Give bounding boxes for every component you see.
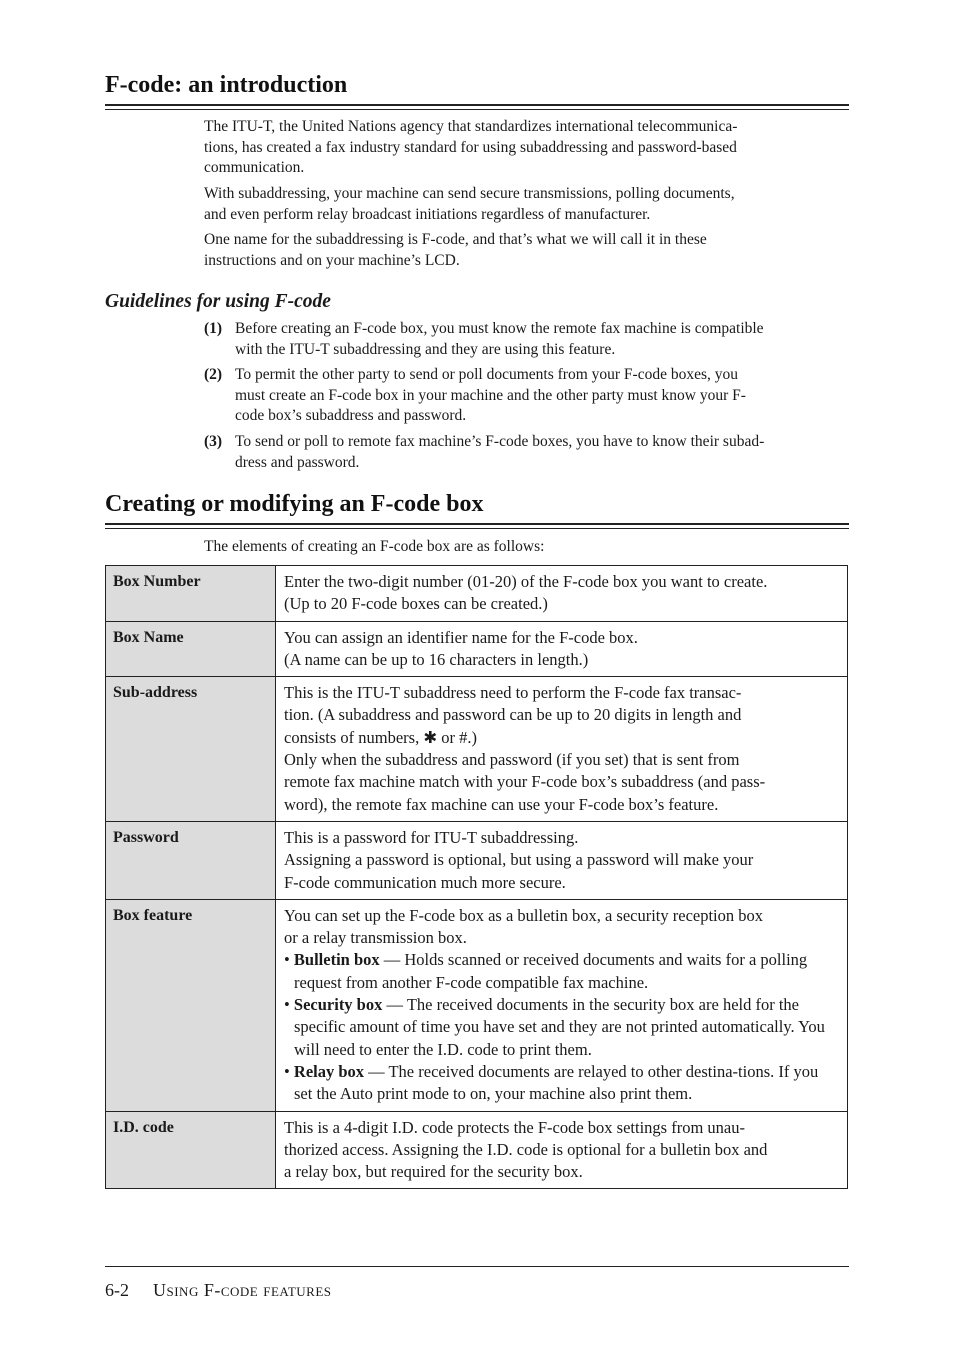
section-title-introduction: F-code: an introduction bbox=[105, 72, 348, 98]
row-label: Box Number bbox=[106, 566, 276, 622]
row-label: Box feature bbox=[106, 899, 276, 1111]
row-label: Sub-address bbox=[106, 677, 276, 822]
title-rule-thin bbox=[105, 528, 849, 529]
guideline-item: (2) To permit the other party to send or poll documents from your F-code boxes, you must create an F-code box in your machine and the other party must know your F- code box’s subaddress and password. bbox=[204, 366, 746, 424]
bullet-relay-box: • Relay box — The received documents are relayed to other destina-tions. If you set the Auto print mode to on, your machine also print them. bbox=[284, 1061, 819, 1104]
elements-intro: The elements of creating an F-code box are as follows: bbox=[204, 538, 545, 555]
guideline-number: (1) bbox=[204, 320, 223, 337]
section-title-creating: Creating or modifying an F-code box bbox=[105, 491, 484, 517]
guideline-number: (3) bbox=[204, 433, 223, 450]
row-description: This is a password for ITU-T subaddressing. Assigning a password is optional, but using a password will make your F-code communication much more secure. bbox=[276, 821, 848, 899]
row-description: You can assign an identifier name for the F-code box. (A name can be up to 16 characters in length.) bbox=[276, 621, 848, 677]
guideline-item: (1) Before creating an F-code box, you must know the remote fax machine is compatible with the ITU-T subaddressing and they are using this feature. bbox=[204, 320, 764, 358]
row-label: I.D. code bbox=[106, 1111, 276, 1189]
fcode-elements-table bbox=[105, 565, 848, 1189]
table-row bbox=[106, 899, 848, 1111]
title-rule-thick bbox=[105, 523, 849, 525]
intro-paragraph-1: The ITU-T, the United Nations agency that standardizes international telecommunica- tions, has created a fax industry standard for using subaddressing and password-based communication. bbox=[204, 118, 738, 176]
bullet-bulletin-box: • Bulletin box — Holds scanned or received documents and waits for a polling request from another F-code compatible fax machine. bbox=[284, 950, 808, 992]
chapter-title: Using F-code features bbox=[153, 1280, 332, 1300]
intro-paragraph-3: One name for the subaddressing is F-code, and that’s what we will call it in these instructions and on your machine’s LCD. bbox=[204, 231, 707, 269]
table-row bbox=[106, 566, 848, 622]
table-row bbox=[106, 621, 848, 677]
title-rule-thin bbox=[105, 109, 849, 110]
table-row bbox=[106, 1111, 848, 1189]
row-label: Password bbox=[106, 821, 276, 899]
page-footer bbox=[105, 1279, 332, 1301]
intro-paragraph-2: With subaddressing, your machine can send secure transmissions, polling documents, and even perform relay broadcast initiations regardless of manufacturer. bbox=[204, 185, 735, 223]
row-description: This is the ITU-T subaddress need to perform the F-code fax transac- tion. (A subaddress and password can be up to 20 digits in length and consists of numbers, ✱ or #.) Only when the subaddress and password (if you set) that is sent from remote fax machine match with your F-code box’s subaddress (and pass- word), the remote fax machine can use your F-code box’s feature. bbox=[276, 677, 848, 822]
footer-rule bbox=[105, 1266, 849, 1267]
guideline-number: (2) bbox=[204, 366, 223, 383]
guideline-item: (3) To send or poll to remote fax machine’s F-code boxes, you have to know their subad- dress and password. bbox=[204, 433, 765, 471]
row-label: Box Name bbox=[106, 621, 276, 677]
page-number: 6-2 bbox=[105, 1280, 129, 1300]
table-row bbox=[106, 677, 848, 822]
table-row bbox=[106, 821, 848, 899]
row-description: This is a 4-digit I.D. code protects the F-code box settings from unau- thorized access. Assigning the I.D. code is optional for a bulletin box and a relay box, but required for the security box. bbox=[276, 1111, 848, 1189]
title-rule-thick bbox=[105, 104, 849, 106]
bullet-security-box: • Security box — The received documents in the security box are held for the specific amount of time you have set and they are not printed automatically. You will need to enter the I.D. code to print them. bbox=[284, 995, 825, 1059]
row-description: You can set up the F-code box as a bulletin box, a security reception box or a relay transmission box. • Bulletin box — Holds scanned or received documents and waits for a polling request from another F-code compatible fax machine. • Security box — The received documents in the security box are held for the specific amount of time you have set and they are not printed automatically. You will need to enter the I.D. code to print them. • Relay box — The received documents are relayed to other destina-tions. If you set the Auto print mode to on, your machine also print them. bbox=[276, 899, 848, 1111]
row-description: Enter the two-digit number (01-20) of the F-code box you want to create. (Up to 20 F-code boxes can be created.) bbox=[276, 566, 848, 622]
guidelines-heading: Guidelines for using F-code bbox=[105, 291, 331, 312]
